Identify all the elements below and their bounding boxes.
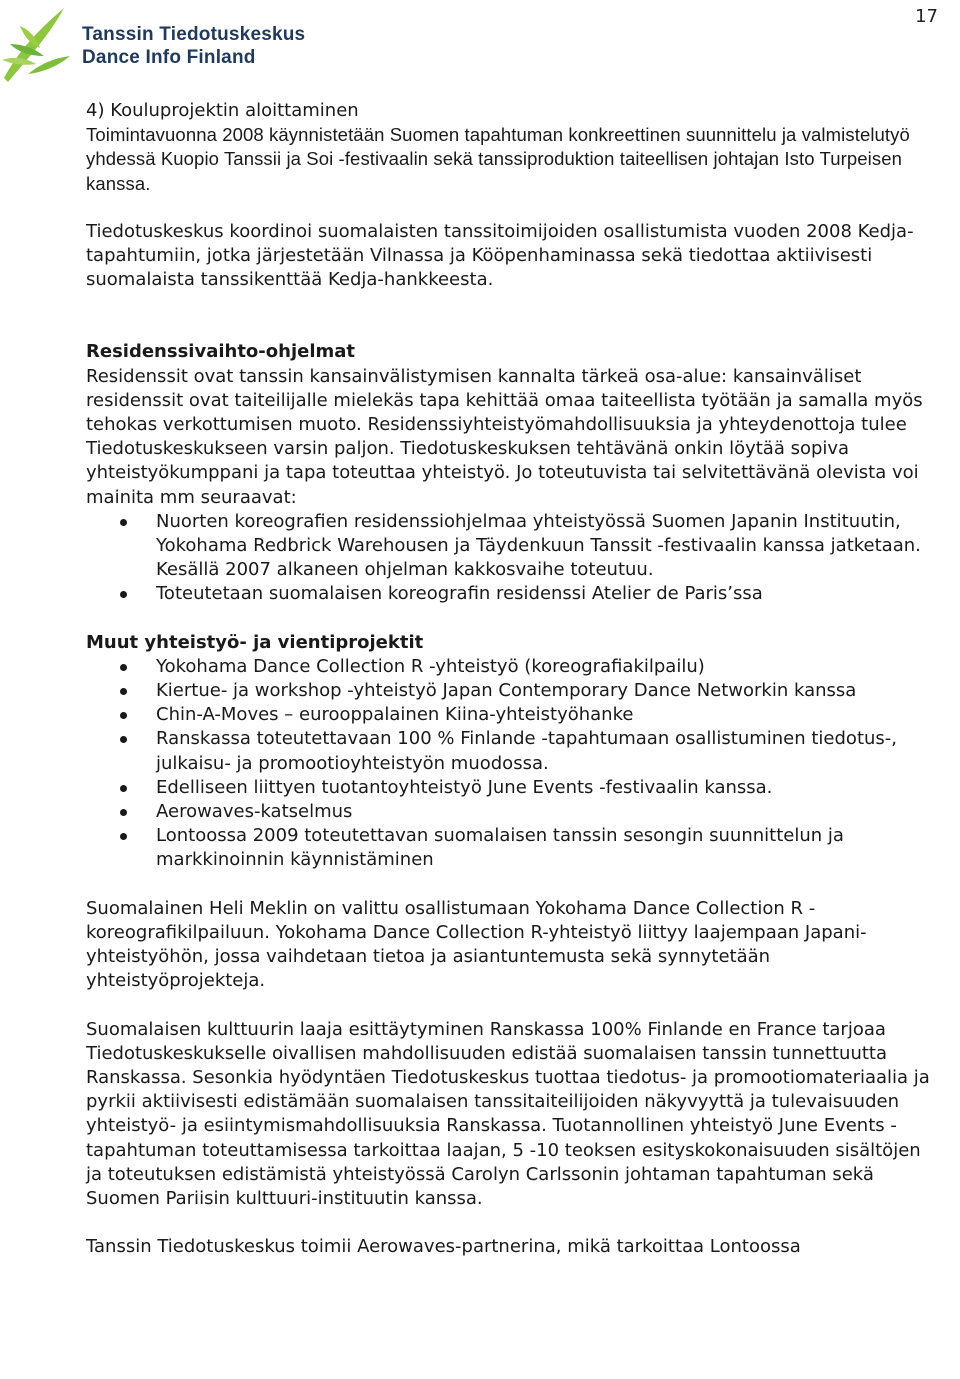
section-heading-residency: Residenssivaihto-ohjelmat <box>86 341 355 363</box>
list-item: Chin-A-Moves – eurooppalainen Kiina-yhteistyöhanke <box>86 703 936 727</box>
list-item: Toteutetaan suomalaisen koreografin residenssi Atelier de Paris’ssa <box>86 582 936 606</box>
list-item: Kiertue- ja workshop -yhteistyö Japan Contemporary Dance Networkin kanssa <box>86 679 936 703</box>
section-heading-other-projects: Muut yhteistyö- ja vientiprojektit <box>86 631 424 653</box>
residency-list <box>86 510 936 607</box>
list-item: Ranskassa toteutettavaan 100 % Finlande -tapahtumaan osallistuminen tiedotus-, julkaisu- ja promootioyhteistyön muodossa. <box>86 727 936 775</box>
logo-text-secondary: Dance Info Finland <box>82 47 256 68</box>
list-item: Aerowaves-katselmus <box>86 800 936 824</box>
other-projects-list <box>86 655 936 873</box>
paragraph-kuopio: Toimintavuonna 2008 käynnistetään Suomen tapahtuman konkreettinen suunnittelu ja valmistelutyö yhdessä Kuopio Tanssii ja Soi -festivaalin sekä tanssiproduktion taiteellisen johtajan Isto Turpeisen kanssa. <box>86 124 910 194</box>
list-item: Lontoossa 2009 toteutettavan suomalaisen tanssin sesongin suunnittelun ja markkinoinnin käynnistäminen <box>86 824 936 872</box>
paragraph-kedja: Tiedotuskeskus koordinoi suomalaisten tanssitoimijoiden osallistumista vuoden 2008 Kedja-tapahtumiin, jotka järjestetään Vilnassa ja Kööpenhaminassa sekä tiedottaa aktiivisesti suomalaista tanssikenttää Kedja-hankkeesta. <box>86 220 914 291</box>
list-item: Yokohama Dance Collection R -yhteistyö (koreografiakilpailu) <box>86 655 936 679</box>
organization-logo <box>0 4 316 84</box>
page-number: 17 <box>915 6 938 27</box>
paragraph-aerowaves: Tanssin Tiedotuskeskus toimii Aerowaves-partnerina, mikä tarkoittaa Lontoossa <box>86 1236 801 1258</box>
document-body <box>86 99 936 1259</box>
logo-text-primary: Tanssin Tiedotuskeskus <box>82 24 306 45</box>
list-item: Edelliseen liittyen tuotantoyhteistyö June Events -festivaalin kanssa. <box>86 776 936 800</box>
list-item: Nuorten koreografien residenssiohjelmaa yhteistyössä Suomen Japanin Instituutin, Yokohama Redbrick Warehousen ja Täydenkuun Tanssit -festivaalin kanssa jatketaan. Kesällä 2007 alkaneen ohjelman kakkosvaihe toteutuu. <box>86 510 936 583</box>
paragraph-residency: Residenssit ovat tanssin kansainvälistymisen kannalta tärkeä osa-alue: kansainväliset residenssit ovat taiteilijalle mielekäs tapa kehittää omaa taiteellista työtään ja samalla myös tehokas verkottumisen muoto. Residenssiyhteistyömahdollisuuksia ja yhteydenottoja tulee Tiedotuskeskukseen varsin paljon. Tiedotuskeskuksen tehtävänä onkin löytää sopiva yhteistyökumppani ja tapa toteuttaa yhteistyö. Jo toteutuvista tai selvitettävänä olevista voi mainita mm seuraavat: <box>86 365 923 508</box>
paragraph-france: Suomalaisen kulttuurin laaja esittäytyminen Ranskassa 100% Finlande en France tarjoaa Tiedotuskeskukselle oivallisen mahdollisuuden edistää suomalaisen tanssin tunnettuutta Ranskassa. Sesonkia hyödyntäen Tiedotuskeskus tuottaa tiedotus- ja promootiomateriaalia ja pyrkii aktiivisesti edistämään suomalaisen tanssitaiteilijoiden näkyvyyttä ja tulevaisuuden yhteistyö- ja esiintymismahdollisuuksia Ranskassa. Tuotannollinen yhteistyö June Events -tapahtuman toteuttamisessa tarkoittaa laajan, 5 -10 teoksen esityskokonaisuuden sisältöjen ja toteutuksen edistämistä yhteistyössä Carolyn Carlssonin johtaman tapahtuman sekä Suomen Pariisin kulttuuri-instituutin kanssa. <box>86 1018 930 1209</box>
green-leaf-logo-icon <box>0 4 80 84</box>
section-heading-school-project: 4) Kouluprojektin aloittaminen <box>86 100 359 121</box>
paragraph-yokohama: Suomalainen Heli Meklin on valittu osallistumaan Yokohama Dance Collection R -koreografikilpailuun. Yokohama Dance Collection R-yhteistyö liittyy laajempaan Japani-yhteistyöhön, jossa vaihdetaan tietoa ja asiantuntemusta sekä synnytetään yhteistyöprojekteja. <box>86 897 867 992</box>
